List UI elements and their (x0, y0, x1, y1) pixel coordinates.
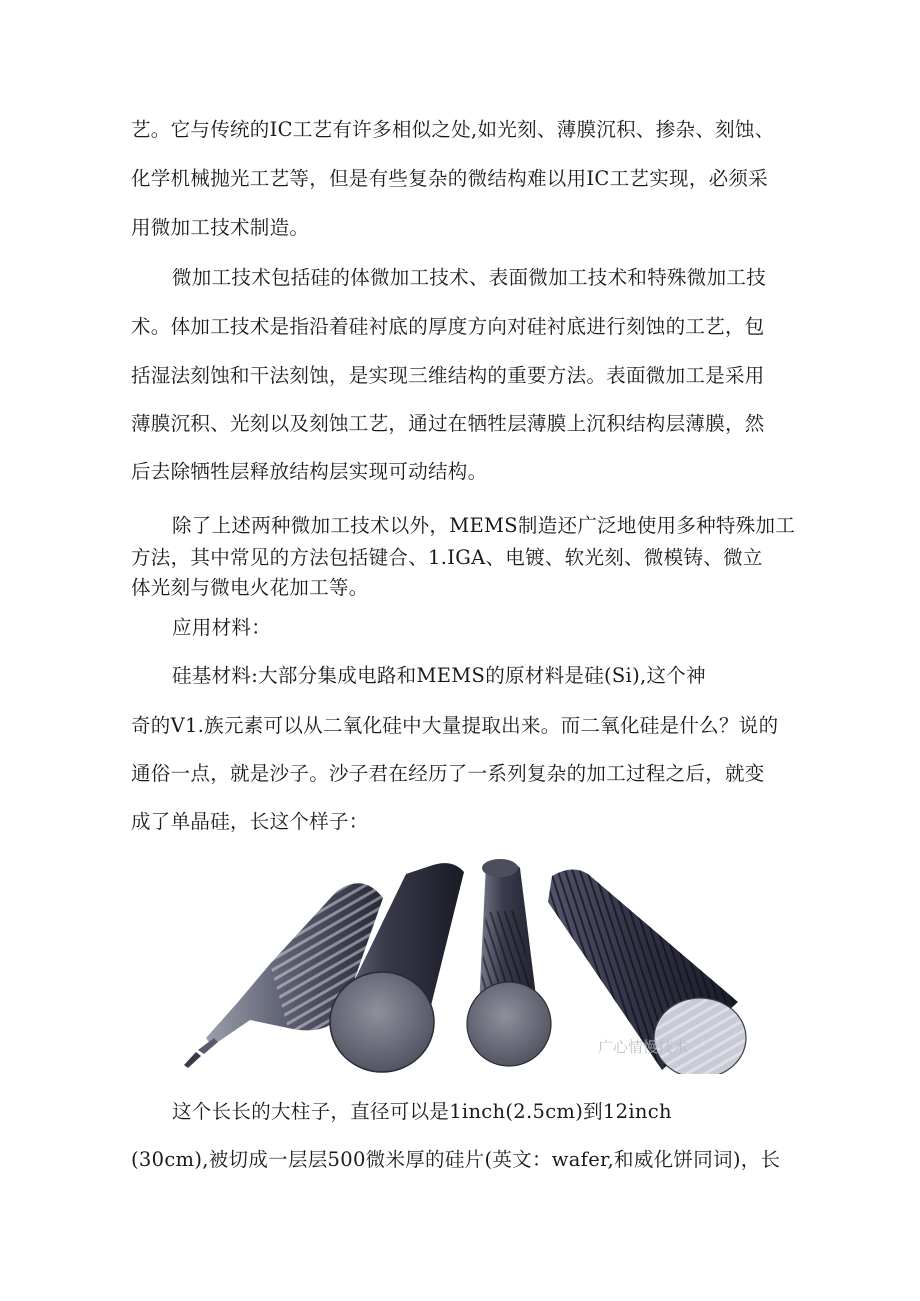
text-line: 化学机械抛光工艺等，但是有些复杂的微结构难以用IC工艺实现，必须采 (131, 167, 769, 190)
text-line: 微加工技术包括硅的体微加工技术、表面微加工技术和特殊微加工技 (172, 266, 767, 289)
watermark-text: 广心情慢技术 (598, 1038, 689, 1056)
text-line: 用微加工技术制造。 (131, 216, 310, 239)
text-line: 体光刻与微电火花加工等。 (131, 576, 369, 599)
text-line: (30cm),被切成一层层500微米厚的硅片(英文：wafer,和威化饼同词)，长 (131, 1148, 781, 1171)
text-line: 除了上述两种微加工技术以外，MEMS制造还广泛地使用多种特殊加工 (172, 514, 796, 537)
text-line: 通俗一点，就是沙子。沙子君在经历了一系列复杂的加工过程之后，就变 (131, 762, 765, 785)
text-line: 艺。它与传统的IC工艺有许多相似之处,如光刻、薄膜沉积、掺杂、刻蚀、 (131, 118, 775, 141)
text-line: 成了单晶硅，长这个样子： (131, 810, 369, 833)
silicon-ingot-photo (168, 852, 751, 1074)
text-line: 括湿法刻蚀和干法刻蚀，是实现三维结构的重要方法。表面微加工是采用 (131, 364, 765, 387)
text-line: 后去除牺牲层释放结构层实现可动结构。 (131, 460, 488, 483)
text-line: 薄膜沉积、光刻以及刻蚀工艺，通过在牺牲层薄膜上沉积结构层薄膜，然 (131, 412, 765, 435)
text-line: 方法，其中常见的方法包括键合、1.IGA、电镀、软光刻、微模铸、微立 (131, 546, 763, 569)
text-line: 术。体加工技术是指沿着硅衬底的厚度方向对硅衬底进行刻蚀的工艺，包 (131, 315, 765, 338)
text-line: 硅基材料:大部分集成电路和MEMS的原材料是硅(Si),这个神 (172, 664, 706, 687)
section-heading: 应用材料： (172, 616, 272, 639)
text-line: 奇的V1.族元素可以从二氧化硅中大量提取出来。而二氧化硅是什么？说的 (131, 714, 779, 737)
text-line: 这个长长的大柱子，直径可以是1inch(2.5cm)到12inch (172, 1100, 672, 1123)
